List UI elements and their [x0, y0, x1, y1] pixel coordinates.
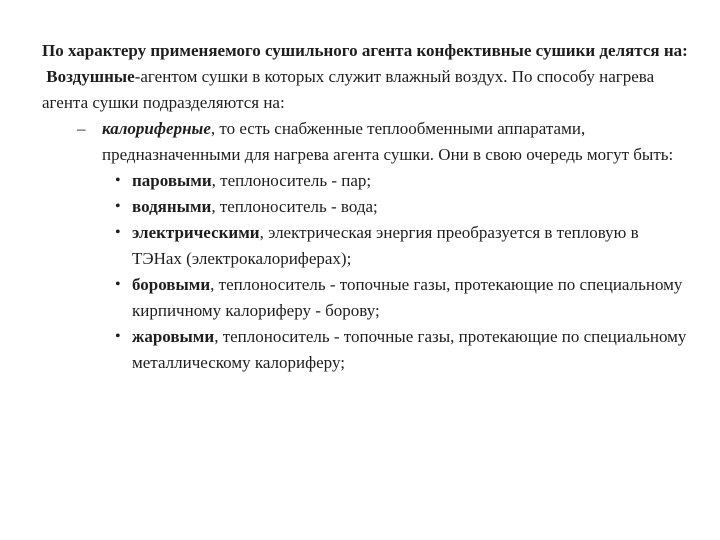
intro-text: -агентом сушки в которых служит влажный воздух. По способу нагрева агента сушки подразделяются на:	[42, 67, 655, 112]
list-item-term: водяными	[132, 197, 212, 216]
list-item	[115, 220, 692, 272]
dash-marker: –	[77, 119, 86, 138]
list-item-text: , электрическая энергия преобразуется в тепловую в ТЭНах (электрокалориферах);	[132, 223, 639, 268]
list-item-text: , теплоноситель - топочные газы, протекающие по специальному кирпичному калориферу - борову;	[132, 275, 683, 320]
bullet-marker: •	[115, 328, 121, 345]
list-item	[115, 324, 692, 376]
list-item-term: паровыми	[132, 171, 212, 190]
list-item	[115, 194, 692, 220]
bullet-marker: •	[115, 198, 121, 215]
list-item-text: , теплоноситель - вода;	[211, 197, 378, 216]
bullet-marker: •	[115, 224, 121, 241]
intro-term: Воздушные	[46, 67, 135, 86]
list-item	[115, 168, 692, 194]
list-item-term: электрическими	[132, 223, 260, 242]
bullet-marker: •	[115, 172, 121, 189]
slide-content	[42, 38, 692, 376]
list-item-term: жаровыми	[132, 327, 215, 346]
list-item-text: , теплоноситель - пар;	[211, 171, 372, 190]
dash-item-term: калориферные	[102, 119, 211, 138]
dash-item-text: , то есть снабженные теплообменными аппаратами, предназначенными для нагрева агента сушки. Они в свою очередь могут быть:	[102, 119, 674, 164]
list-item-text: , теплоноситель - топочные газы, протекающие по специальному металлическому калориферу;	[132, 327, 687, 372]
bullet-marker: •	[115, 276, 121, 293]
slide-heading: По характеру применяемого сушильного агента конфективные сушики делятся на:	[42, 41, 688, 60]
bullet-list	[115, 168, 692, 376]
list-item-term: боровыми	[132, 275, 211, 294]
intro-paragraph	[42, 64, 692, 116]
list-item	[115, 272, 692, 324]
dash-list-item	[77, 116, 692, 168]
